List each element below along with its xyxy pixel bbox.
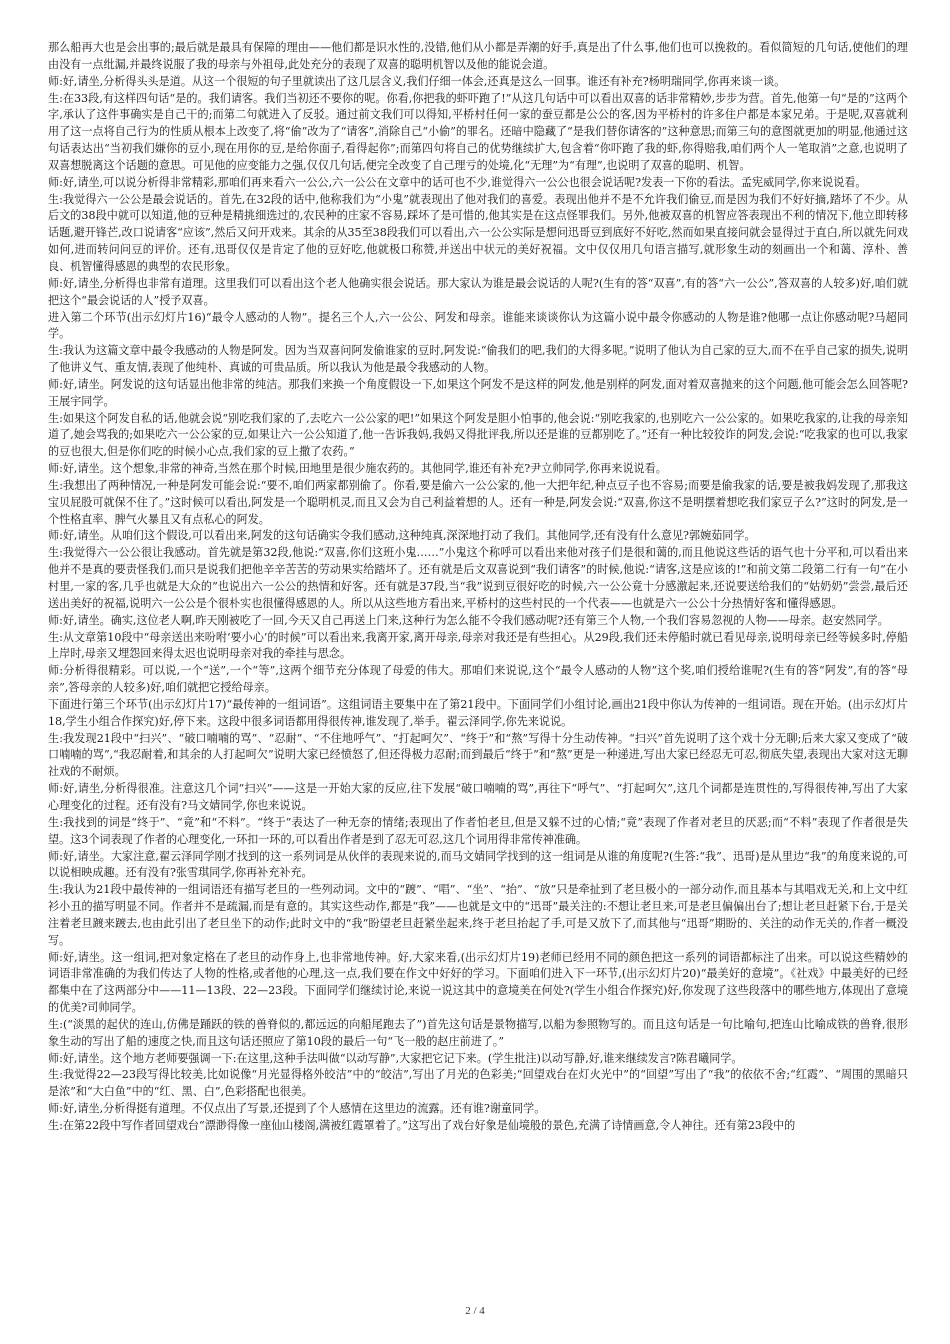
paragraph-section-three: 下面进行第三个环节(出示幻灯片17)“最传神的一组词语”。这组词语主要集中在了第21段中。下面同学们小组讨论,画出21段中你认为传神的一组词语。现在开始。(出示幻灯片18,学生小组合作探究)好,停下来。这段中很多词语都用得很传神,谁发现了,举手。翟云泽同学,你先来说说。 <box>48 697 908 728</box>
paragraph-teacher-4: 师:好,请坐。阿发说的这句话显出他非常的纯洁。那我们来换一个角度假设一下,如果这个阿发不是这样的阿发,他是别样的阿发,面对着双喜抛来的这个问题,他可能会怎么回答呢?王展宇同学。 <box>48 377 908 408</box>
paragraph-student-13: 生:在第22段中写作者回望戏台“漂渺得像一座仙山楼阁,满被红霞罩着了。”这写出了戏台好象是仙境般的景色,充满了诗情画意,令人神往。还有第23段中的 <box>48 1119 796 1132</box>
paragraph-teacher-12: 师:好,请坐。这个地方老师要强调一下:在这里,这种手法叫做“以动写静”,大家把它记下来。(学生批注)以动写静,好,谁来继续发言?陈君曦同学。 <box>48 1051 743 1065</box>
paragraph-teacher-9: 师:好,请坐,分析得很准。注意这几个词“扫兴”——这是一开始大家的反应,往下发展“破口喃喃的骂”,再往下“呼气”、“打起呵欠”,这几个词都是连贯性的,写得很传神,写出了大家心理变化的过程。还有没有?马文婧同学,你也来说说。 <box>48 782 908 812</box>
paragraph-teacher-8: 师:分析得很精彩。可以说,一个“送”,一个“等”,这两个细节充分体现了母爱的伟大。那咱们来说说,这个“最令人感动的人物”这个奖,咱们授给谁呢?(生有的答“阿发”,有的答“母亲”,答母亲的人较多)好,咱们就把它授给母亲。 <box>48 664 908 695</box>
paragraph-teacher-10: 师:好,请坐。大家注意,翟云泽同学刚才找到的这一系列词是从伙伴的表现来说的,而马文婧同学找到的这一组词是从谁的角度呢?(生答:“我”、迅哥)是从里边“我”的角度来说的,可以说相映成趣。还有没有?张雪琪同学,你再补充补充。 <box>48 849 908 880</box>
paragraph-student-7: 生:从文章第10段中“母亲送出来吩咐‘要小心’的时候”可以看出来,我离开家,离开母亲,母亲对我还是有些担心。从29段,我们还未停船时就已看见母亲,说明母亲已经等候多时,停船上岸时,母亲又埋怨回来得太迟也说明母亲对我的牵挂与思念。 <box>48 630 908 661</box>
paragraph-teacher-5: 师:好,请坐。这个想象,非常的神奇,当然在那个时候,田地里是很少施农药的。其他同学,谁还有补充?尹立帅同学,你再来说说看。 <box>48 462 667 476</box>
paragraph-teacher-1: 师:好,请坐,分析得头头是道。从这一个很短的句子里就读出了这几层含义,我们仔细一体会,还真是这么一回事。谁还有补充?杨明瑞同学,你再来谈一谈。 <box>48 74 786 88</box>
paragraph-teacher-11: 师:好,请坐。这一组词,把对象定格在了老旦的动作身上,也非常地传神。好,大家来看,(出示幻灯片19)老师已经用不同的颜色把这一系列的词语都标注了出来。可以说这些精妙的词语非常准确的为我们传达了人物的性格,或者他的心理,这一点,我们要在作文中好好的学习。下面咱们进入下一环节,(出示幻灯片20)“最美好的意境”。《社戏》中最美好的已经都集中在了这两部分中——11—13段、22—23段。下面同学们继续讨论,来说一说这其中的意境美在何处?(学生小组合作探究)好,你发现了这些段落中的哪些地方,体现出了意境的优美?司帅同学。 <box>48 950 908 1015</box>
paragraph-student-6: 生:我觉得六一公公很让我感动。首先就是第32段,他说:“双喜,你们这班小鬼……”小鬼这个称呼可以看出来他对孩子们是很和蔼的,而且他说这些话的语气也十分平和,可以看出来他并不是真的要责怪我们,而只是说我们把他辛辛苦苦的劳动果实给踏坏了。还有就是后文双喜说到“我们请客”的时候,他说:“请客,这是应该的!”和前文第二段第二行有一句“在小村里,一家的客,几乎也就是大众的”也说出六一公公的热情和好客。还有就是37段,当“我”说到豆很好吃的时候,六一公公竟十分感激起来,还说要送给我们的“姑奶奶”尝尝,最后还送出美好的祝福,说明六一公公是个很朴实也很懂得感恩的人。所以从这些地方看出来,平桥村的这些村民的一个代表——也就是六一公公十分热情好客和懂得感恩。 <box>48 546 908 610</box>
paragraph-section-two: 进入第二个环节(出示幻灯片16)“最令人感动的人物”。提名三个人,六一公公、阿发和母亲。谁能来谈谈你认为这篇小说中最令你感动的人物是谁?他哪一点让你感动呢?马超同学。 <box>48 310 908 341</box>
paragraph-student-12: 生:我觉得22—23段写得比较美,比如说像“月光显得格外皎洁”中的“皎洁”,写出了月光的色彩美;“回望戏台在灯火光中”的“回望”写出了“我”的依依不舍;“红霞”、“周围的黑暗只是浓”和“大白鱼”中的“红、黑、白”,色彩搭配也很美。 <box>48 1068 908 1099</box>
paragraph-narration-1: 那么船再大也是会出事的;最后就是最具有保障的理由——他们都是识水性的,没错,他们从小都是弄潮的好手,真是出了什么事,他们也可以挽救的。看似简短的几句话,使他们的理由没有一点纰漏,并最终说服了我的母亲与外祖母,此处充分的表现了双喜的聪明机智以及他的能说会道。 <box>48 41 908 71</box>
paragraph-teacher-6: 师:好,请坐。从咱们这个假设,可以看出来,阿发的这句话确实令我们感动,这种纯真,深深地打动了我们。其他同学,还有没有什么意见?郭婉茹同学。 <box>48 529 756 543</box>
paragraph-teacher-7: 师:好,请坐。确实,这位老人啊,昨天刚被吃了一回,今天又自己再送上门来,这种行为怎么能不令我们感动呢?还有第三个人物,一个我们容易忽视的人物——母亲。赵安然同学。 <box>48 613 889 627</box>
paragraph-teacher-13: 师:好,请坐,分析得挺有道理。不仅点出了写景,还提到了个人感情在这里边的流露。还有谁?谢童同学。 <box>48 1102 546 1116</box>
document-body <box>48 40 908 1135</box>
paragraph-student-10: 生:我认为21段中最传神的一组词语还有描写老旦的一些列动词。文中的“踱”、“唱”、“坐”、“抬”、“放”只是牵扯到了老旦极小的一部分动作,而且基本与其唱戏无关,和上文中红衫小丑的描写明显不同。作者并不是疏漏,而是有意的。其实这些动作,都是“我”——也就是文中的“迅哥”最关注的:不想让老旦来,可是老旦偏偏出台了;想让老旦赶紧下台,于是关注着老旦踱来踱去,也由此引出了老旦坐下的动作;此时文中的“我”盼望老旦赶紧坐起来,终于老旦抬起了手,可是又放下了,而其他与“迅哥”期盼的、关注的动作无关的,作者一概没写。 <box>48 883 908 947</box>
paragraph-student-4: 生:如果这个阿发自私的话,他就会说“别吃我们家的了,去吃六一公公家的吧!”如果这个阿发是胆小怕事的,他会说:“别吃我家的,也别吃六一公公家的。如果吃我家的,让我的母亲知道了,她会骂我的;如果吃六一公公家的豆,如果让六一公公知道了,他一告诉我妈,我妈又得批评我,所以还是谁的豆都别吃了。”还有一种比较狡诈的阿发,会说:“吃我家的也可以,我家的豆也很大,但是你们吃的时候小心点,我们家的豆上撒了农药。” <box>48 411 908 459</box>
paragraph-student-9: 生:我找到的词是“终于”、“竟”和“不料”。“终于”表达了一种无奈的情绪;表现出了作者怕老旦,但是又躲不过的心情;“竟”表现了作者对老旦的厌恶;而“不料”表现了作者很是失望。这3个词表现了作者的心理变化,一环扣一环的,可以看出作者是到了忍无可忍,这几个词用得非常传神准确。 <box>48 815 908 846</box>
paragraph-teacher-3: 师:好,请坐,分析得也非常有道理。这里我们可以看出这个老人他确实很会说话。那大家认为谁是最会说话的人呢?(生有的答“双喜”,有的答“六一公公”,答双喜的人较多)好,咱们就把这个“最会说话的人”授予双喜。 <box>48 276 908 307</box>
paragraph-student-3: 生:我认为这篇文章中最令我感动的人物是阿发。因为当双喜问阿发偷谁家的豆时,阿发说:“偷我们的吧,我们的大得多呢。”说明了他认为自己家的豆大,而不在乎自己家的损失,说明了他讲义气、重友情,表现了他纯朴、真诚的可贵品质。所以我认为他是最令我感动的人物。 <box>48 344 908 375</box>
paragraph-student-2: 生:我觉得六一公公是最会说话的。首先,在32段的话中,他称我们为“小鬼”就表现出了他对我们的喜爱。表现出他并不是不允许我们偷豆,而是因为我们不好好摘,踏坏了不少。从后文的38段中就可以知道,他的豆种是精挑细选过的,农民种的庄家不容易,踩坏了是可惜的,他其实是在这点怪罪我们。另外,他被双喜的机智应答表现出不利的情况下,他立即转移话题,避开锋芒,改口说请客“应该”,然后又问开戏来。其余的从35至38段我们可以看出,六一公公实际是想问迅哥豆到底好不好吃,然而如果直接问就会显得过于直白,所以就先问戏如何,进而转问问豆的评价。还有,迅哥仅仅是肯定了他的豆好吃,他就极口称赞,并送出中状元的美好祝福。文中仅仅用几句语言描写,就形象生动的刻画出一个和蔼、淳朴、善良、机智懂得感恩的典型的农民形象。 <box>48 192 908 273</box>
paragraph-teacher-2: 师:好,请坐,可以说分析得非常精彩,那咱们再来看六一公公,六一公公在文章中的话可也不少,谁觉得六一公公也很会说话呢?发表一下你的看法。孟宪威同学,你来说说看。 <box>48 175 867 189</box>
paragraph-student-11: 生:(“淡黑的起伏的连山,仿佛是踊跃的铁的兽脊似的,都远远的向船尾跑去了”)首先这句话是景物描写,以船为参照物写的。而且这句话是一句比喻句,把连山比喻成铁的兽脊,很形象生动的写出了船的速度之快,而且这句话还照应了第10段的最后一句“飞一般的赵庄前进了。” <box>48 1017 908 1048</box>
paragraph-student-8: 生:我发现21段中“扫兴”、“破口喃喃的骂”、“忍耐”、“不住地呼气”、“打起呵欠”、“终于”和“熬”写得十分生动传神。“扫兴”首先说明了这个戏十分无聊;后来大家又变成了“破口喃喃的骂”,“我忍耐着,和其余的人打起呵欠”说明大家已经愤怒了,但还得极力忍耐;而到最后“终于”和“熬”更是一种递进,写出大家已经忍无可忍,彻底失望,表现出大家对这无聊社戏的不耐烦。 <box>48 731 908 779</box>
page-number: 2 / 4 <box>465 1305 485 1317</box>
paragraph-student-5: 生:我想出了两种情况,一种是阿发可能会说:“要不,咱们两家都别偷了。你看,要是偷六一公公家的,他一大把年纪,种点豆子也不容易;而要是偷我家的话,要是被我妈发现了,那我这宝贝屁股可就保不住了。”这时候可以看出,阿发是一个聪明机灵,而且又会为自己利益着想的人。还有一种是,阿发会说:“双喜,你这不是明摆着想吃我们家豆子么?”这时的阿发,是一个性格直率、脾气火暴且又有点私心的阿发。 <box>48 478 908 526</box>
paragraph-student-1: 生:在33段,有这样四句话“是的。我们请客。我们当初还不要你的呢。你看,你把我的虾吓跑了!”从这几句话中可以看出双喜的话非常精妙,步步为营。首先,他第一句“是的”这两个字,承认了这件事确实是自己干的;而第二句就进入了反驳。通过前文我们可以得知,平桥村任何一家的蚕豆都是公公的客,因为平桥村的许多住户都是本家兄弟。于是呢,双喜就利用了这一点将自己行为的性质从根本上改变了,将“偷”改为了“请客”,消除自己“小偷”的罪名。还暗中隐藏了“是我们替你请客的”这种意思;而第三句的意图就更加的明显,他通过这句话表达出“当初我们嫌你的豆小,现在用你的豆,是给你面子,看得起你”;而第四句将自己的优势继续扩大,包含着“你吓跑了我的虾,你得赔我,咱们两个人一笔取消”之意,也说明了双喜想脱离这个话题的意思。可见他的应变能力之强,仅仅几句话,便完全改变了自己理亏的处境,化“无理”为“有理”,也说明了双喜的聪明、机智。 <box>48 91 908 172</box>
